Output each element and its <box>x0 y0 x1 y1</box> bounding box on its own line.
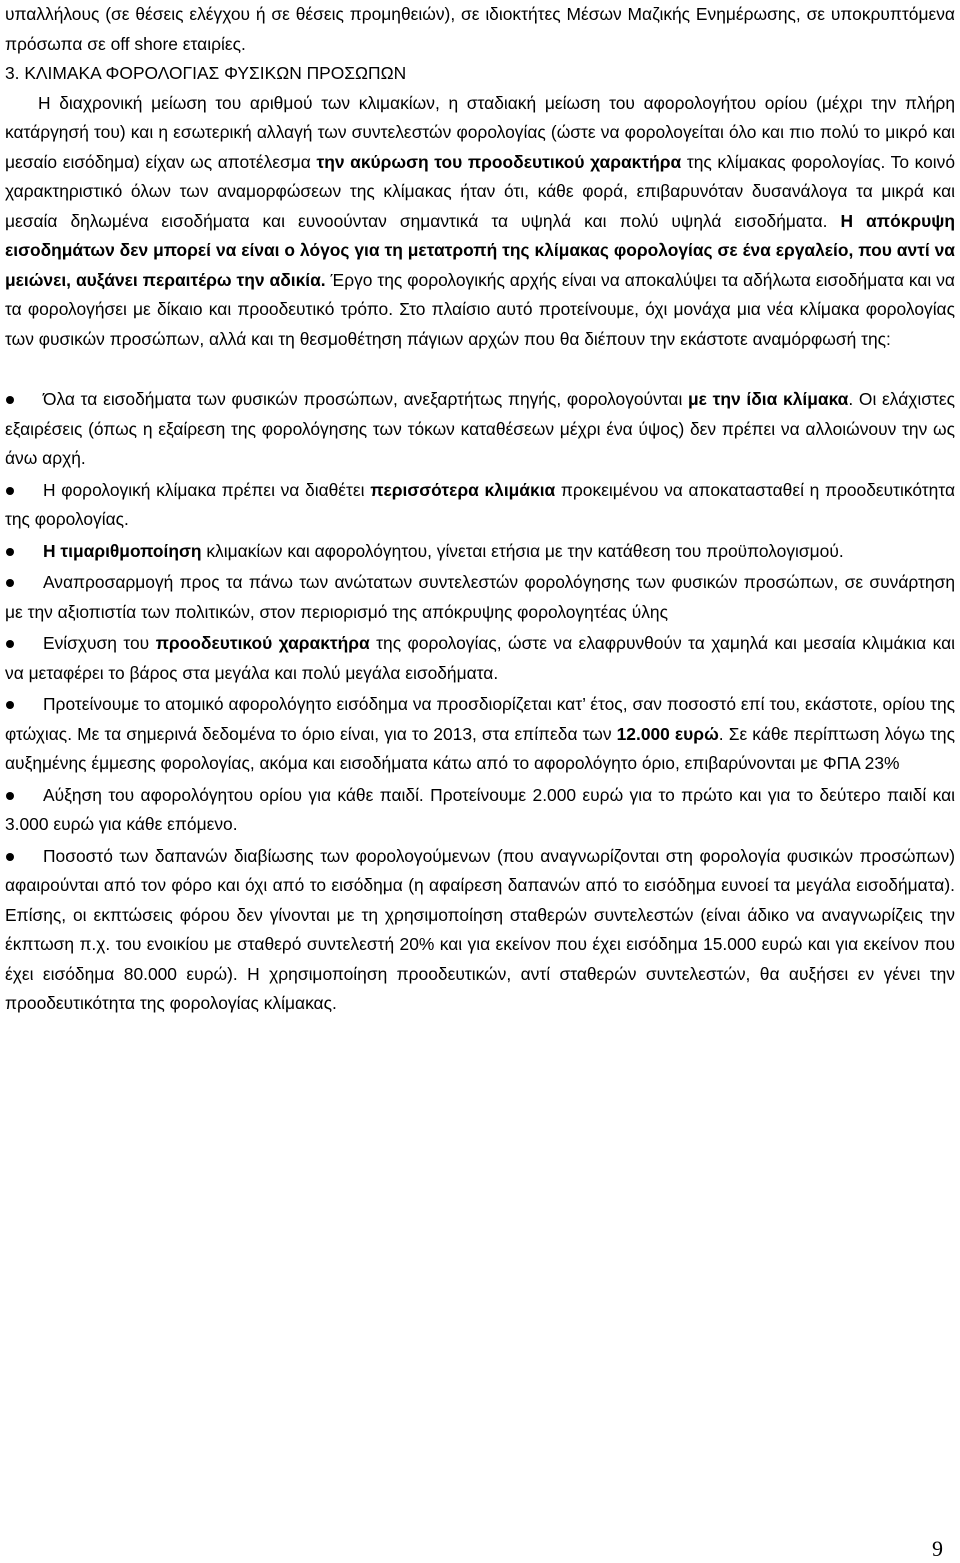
principles-list <box>5 385 955 1019</box>
list-item <box>5 385 955 474</box>
list-item <box>5 690 955 779</box>
bullet-icon <box>6 701 14 709</box>
list-item-text: Ποσοστό των δαπανών διαβίωσης των φορολογούμενων (που αναγνωρίζονται στη φορολογία φυσικών προσώπων) αφαιρούνται από τον φόρο και όχι από το εισόδημα (η αφαίρεση δαπανών από το εισόδημα ευνοεί τα μεγάλα εισοδήματα). Επίσης, οι εκπτώσεις φόρου δεν γίνονται με τη χρησιμοποίηση σταθερών συντελεστών (είναι άδικο να αναγνωρίζεις την έκπτωση π.χ. του ενοικίου με σταθερό συντελεστή 20% και για εκείνον που έχει εισόδημα 15.000 ευρώ και για εκείνον που έχει εισόδημα 80.000 ευρώ). Η χρησιμοποίηση προοδευτικών, αντί σταθερών συντελεστών, θα αυξήσει εν γένει την προοδευτικότητα της φορολογίας κλίμακας. <box>5 845 955 1013</box>
page-number: 9 <box>932 1536 943 1561</box>
bullet-icon <box>6 853 14 861</box>
list-item-text: της φορολογίας, ώστε να ελαφρυνθούν τα χαμηλά και μεσαία κλιμάκια και να μεταφέρει το βάρος στα μεγάλα και πολύ μεγάλα εισοδήματα. <box>5 633 955 683</box>
main-text-1: Η διαχρονική μείωση του αριθμού των κλιμακίων, η σταδιακή μείωση του αφορολογήτου ορίου (μέχρι την πλήρη κατάργησή του) και η εσωτερική αλλαγή των συντελεστών φορολογίας (ώστε να φορολογείται όλο και πιο πολύ το μικρό και μεσαίο εισόδημα) είχαν ως αποτέλεσμα <box>5 92 955 172</box>
list-item-bold: Η τιμαριθμοποίηση <box>43 540 202 561</box>
list-item <box>5 781 955 840</box>
section-heading: 3. ΚΛΙΜΑΚΑ ΦΟΡΟΛΟΓΙΑΣ ΦΥΣΙΚΩΝ ΠΡΟΣΩΠΩΝ <box>5 63 407 83</box>
main-paragraph <box>5 89 955 355</box>
list-item <box>5 842 955 1019</box>
list-item-text: Όλα τα εισοδήματα των φυσικών προσώπων, ανεξαρτήτως πηγής, φορολογούνται <box>43 389 689 409</box>
list-item-text: Αύξηση του αφορολόγητου ορίου για κάθε παιδί. Προτείνουμε 2.000 ευρώ για το πρώτο και για το δεύτερο παιδί και 3.000 ευρώ για κάθε επόμενο. <box>5 784 955 834</box>
list-item-text: Αναπροσαρμογή προς τα πάνω των ανώτατων συντελεστών φορολόγησης των φυσικών προσώπων, σε συνάρτηση με την αξιοπιστία των πολιτικών, στον περιορισμό της απόκρυψης φορολογητέας ύλης <box>5 572 955 622</box>
bullet-icon <box>6 548 14 556</box>
list-item-text: . Σε κάθε περίπτωση λόγω της αυξημένης έμμεσης φορολογίας, ακόμα και εισοδήματα κάτω από το αφορολόγητο όριο, επιβαρύνονται με ΦΠΑ 23% <box>5 723 955 773</box>
main-text-3: Έργο της φορολογικής αρχής είναι να αποκαλύψει τα αδήλωτα εισοδήματα και να τα φορολογήσει με δίκαιο και προοδευτικό τρόπο. Στο πλαίσιο αυτό προτείνουμε, όχι μονάχα μια νέα κλίμακα φορολογίας των φυσικών προσώπων, αλλά και τη θεσμοθέτηση πάγιων αρχών που θα διέπουν την εκάστοτε αναμόρφωσή της: <box>5 269 955 349</box>
bullet-icon <box>6 640 14 648</box>
bullet-icon <box>6 487 14 495</box>
main-bold-1: την ακύρωση του προοδευτικού χαρακτήρα <box>316 151 682 172</box>
list-item-text: Η φορολογική κλίμακα πρέπει να διαθέτει <box>43 479 371 500</box>
list-item-text: Ενίσχυση του <box>43 633 156 653</box>
list-item <box>5 629 955 688</box>
list-item-text: προκειμένου να αποκατασταθεί η προοδευτικότητα της φορολογίας. <box>5 479 956 529</box>
list-item-text: κλιμακίων και αφορολόγητου, γίνεται ετήσια με την κατάθεση του προϋπολογισμού. <box>201 540 844 561</box>
list-item-text: Προτείνουμε το ατομικό αφορολόγητο εισόδημα να προσδιορίζεται κατ’ έτος, σαν ποσοστό επί του, εκάστοτε, ορίου της φτώχιας. Με τα σημερινά δεδομένα το όριο είναι, για το 2013, στα επίπεδα των <box>5 694 955 744</box>
document-page <box>5 0 955 1021</box>
bullet-icon <box>6 579 14 587</box>
bullet-icon <box>6 792 14 800</box>
bullet-icon <box>6 396 14 404</box>
list-item-bold: με την ίδια κλίμακα <box>688 389 849 409</box>
main-text-2: της κλίμακας φορολογίας. Το κοινό χαρακτηριστικό όλων των αναμορφώσεων της κλίμακας ήταν ότι, κάθε φορά, επιβαρυνόταν δυσανάλογα τα μικρά και μεσαία δηλωμένα εισοδήματα και ευνοούνταν σημαντικά τα υψηλά και πολύ υψηλά εισοδήματα. <box>5 151 955 231</box>
list-item-bold: περισσότερα κλιμάκια <box>370 479 556 500</box>
list-item-bold: 12.000 ευρώ <box>616 723 719 744</box>
list-item <box>5 537 955 567</box>
list-item-text: . Οι ελάχιστες εξαιρέσεις (όπως η εξαίρεση της φορολόγησης των τόκων καταθέσεων μέχρι ένα ύψος) δεν πρέπει να αλλοιώνουν την ως άνω αρχή. <box>5 389 955 468</box>
main-bold-2: Η απόκρυψη εισοδημάτων δεν μπορεί να είναι ο λόγος για τη μετατροπή της κλίμακας φορολογίας σε ένα εργαλείο, που αντί να μειώνει, αυξάνει περαιτέρω την αδικία. <box>5 210 955 290</box>
list-item-bold: προοδευτικού χαρακτήρα <box>155 633 370 653</box>
list-item <box>5 476 955 535</box>
intro-paragraph: υπαλλήλους (σε θέσεις ελέγχου ή σε θέσεις προμηθειών), σε ιδιοκτήτες Μέσων Μαζικής Ενημέρωσης, σε υποκρυπτόμενα πρόσωπα σε off shore εταιρίες. <box>5 4 955 54</box>
list-item <box>5 568 955 627</box>
